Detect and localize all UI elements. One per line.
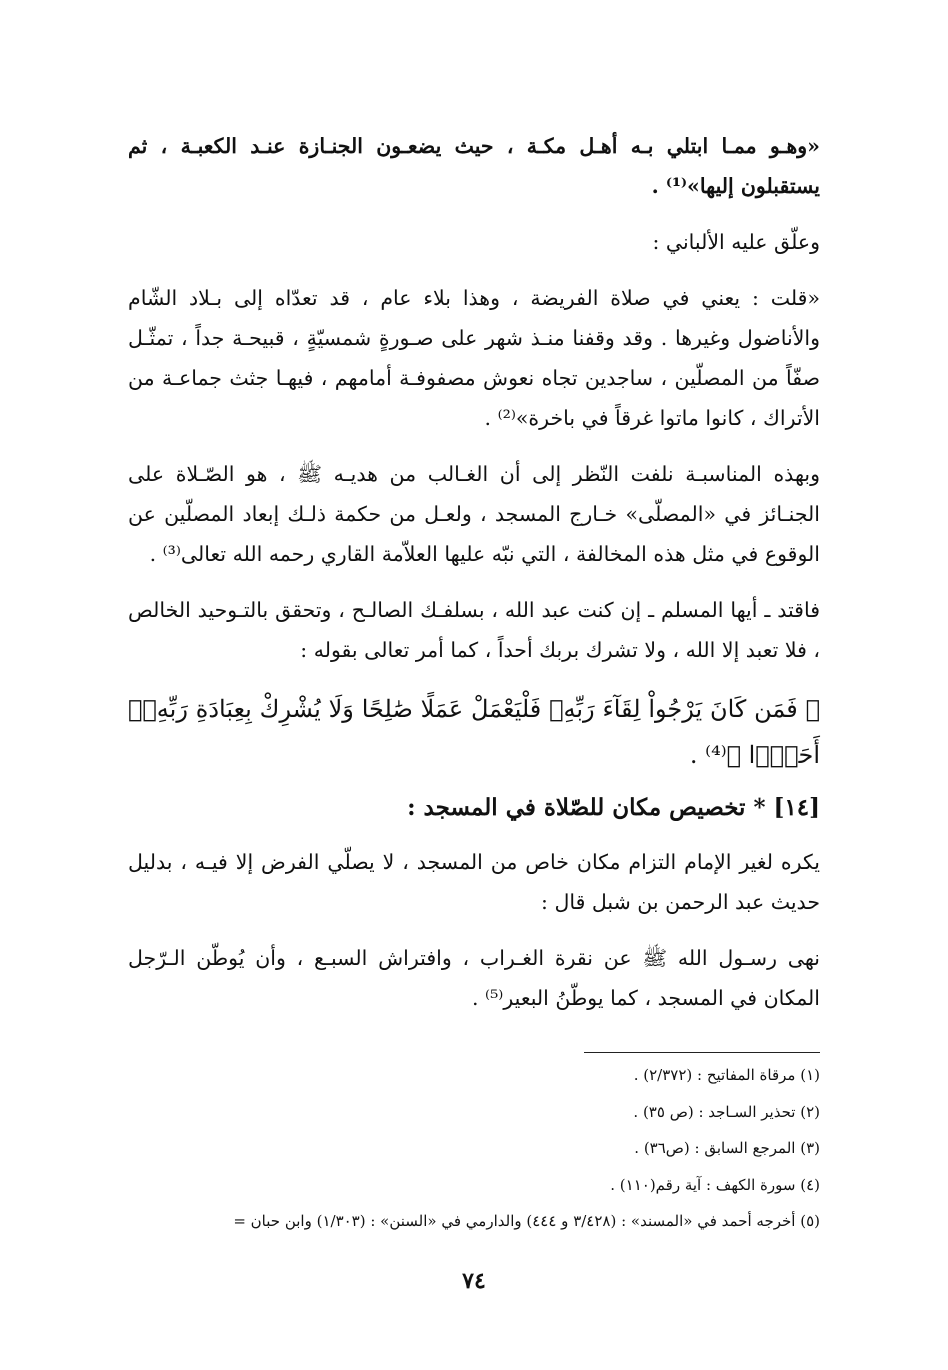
main-text [128,126,820,1034]
page-number: ٧٤ [462,1268,486,1294]
paragraph-hadith: نهى رسـول الله ﷺ عن نقرة الغـراب ، وافتراش السبـع ، وأن يُوطّن الـرّجل المكان في المسجد ، كما يوطّنُ البعير⁽⁵⁾ . [128,946,820,1010]
paragraph-tawhid: فاقتد ـ أيها المسلم ـ إن كنت عبد الله ، بسلفـك الصالـح ، وتحقق بالتـوحيد الخالص ، فلا تعبد إلا الله ، ولا تشرك بربك أحداً ، كما أمر تعالى بقوله : [128,598,820,662]
paragraph-ruling: يكره لغير الإمام التزام مكان خاص من المسجد ، لا يصلّي الفرض إلا فيـه ، بدليل حديث عبد الرحمن بن شبل قال : [128,850,820,914]
footnote-1: (١) مرقاة المفاتيح : (٢/٣٧٢) . [633,1066,820,1084]
footnote-4: (٤) سورة الكهف : آية رقم(١١٠) . [610,1175,820,1194]
footnote-2: (٢) تحذير السـاجد : (ص ٣٥) . [633,1102,820,1121]
paragraph-albani-intro: وعلّق عليه الألباني : [652,230,820,254]
footnotes [128,1052,820,1240]
paragraph-albani-quote: «قلت : يعني في صلاة الفريضة ، وهذا بلاء عام ، قد تعدّاه إلى بـلاد الشّام والأناضول وغيرها . وقد وقفنا منـذ شهر على صـورةٍ شمسيّةٍ ، قبيحـة جداً ، تمثّـل صفّاً من المصلّين ، ساجدين تجاه نعوش مصفوفـة أمامهم ، فيهـا جثث جماعـة من الأتراك ، كانوا ماتوا غرقاً في باخرة»⁽²⁾ . [128,286,820,430]
footnote-3: (٣) المرجع السابق : (ص٣٦) . [634,1139,820,1157]
paragraph-quote-1: «وهـو ممـا ابتلي بـه أهـل مكـة ، حيث يضعـون الجنـازة عنـد الكعبـة ، ثم يستقبلون إليها»⁽¹⁾ . [128,134,820,198]
footnote-5: (٥) أخرجه أحمد في «المسند» : (٣/٤٢٨ و ٤٤٤) والدارمي في «السنن» : (١/٣٠٣) وابن حبان = [233,1212,820,1230]
footnote-divider [584,1052,820,1053]
paragraph-musalla: وبهذه المناسبـة نلفت النّظر إلى أن الغـالب من هديـه ﷺ ، هو الصّـلاة على الجنـائز في «المصلّى» خـارج المسجد ، ولعـل من حكمة ذلـك إبعاد المصلّين عن الوقوع في مثل هذه المخالفة ، التي نبّه عليها العلاّمة القاري رحمه الله تعالى⁽³⁾ . [128,462,820,566]
section-heading: [١٤] * تخصيص مكان للصّلاة في المسجد : [407,794,820,821]
quran-verse: ﴿ فَمَن كَانَ يَرْجُواْ لِقَآءَ رَبِّهِۦ فَلْيَعْمَلْ عَمَلًا صَٰلِحًا وَلَا يُشْرِكْ بِعِبَادَةِ رَبِّهِۦٓ أَحَدًۢا ﴾⁽⁴⁾ . [128,695,820,769]
